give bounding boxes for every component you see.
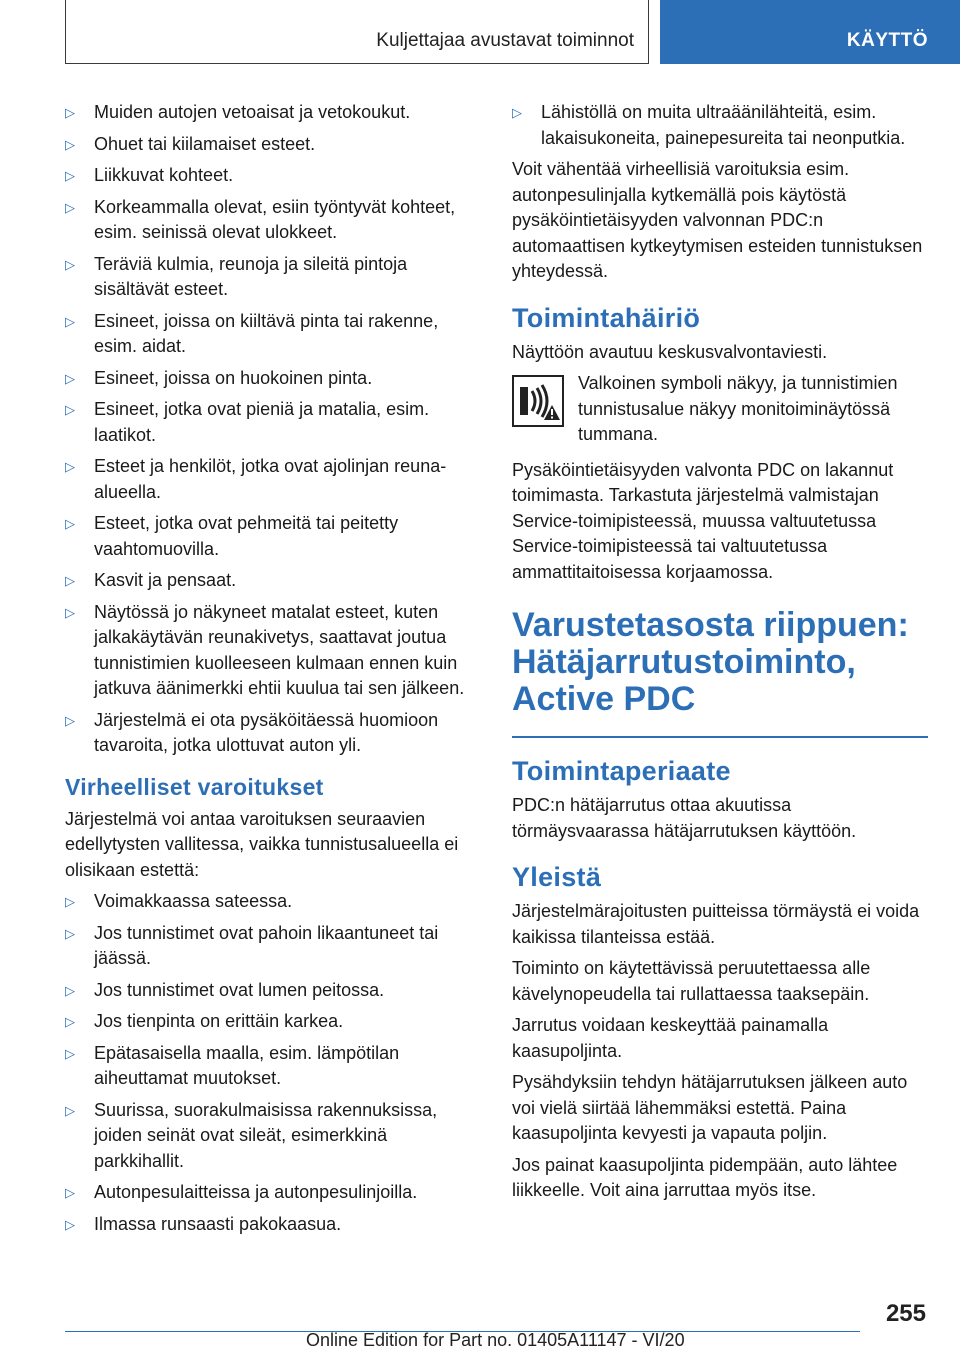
triangle-bullet-icon: ▷: [65, 1045, 75, 1061]
triangle-bullet-icon: ▷: [65, 105, 75, 120]
page-number: 255: [885, 1300, 926, 1327]
general-paragraph: Järjestelmärajoitusten puitteissa törmäystä ei voida kaikissa tilanteissa estää.: [512, 901, 920, 947]
false-warnings-heading: Virheelliset varoitukset: [65, 773, 324, 800]
triangle-bullet-icon: ▷: [65, 459, 75, 474]
list-item: ▷ Muiden autojen vetoaisat ja vetokoukut.: [65, 100, 480, 126]
general-paragraph: Jos painat kaasupoljinta pidempään, auto lähtee liikkeelle. Voit aina jarruttaa myös itse.: [512, 1154, 898, 1200]
list-item: ▷ Ohuet tai kiilamaiset esteet.: [65, 132, 480, 158]
list-item: ▷ Esineet, jotka ovat pieniä ja matalia, esim. laatikot.: [65, 399, 430, 445]
general-paragraph: Toiminto on käytettävissä peruutettaessa alle kävelynopeudella tai rullattaessa taaksepäin.: [512, 958, 871, 1004]
malfunction-heading: Toimintahäiriö: [512, 302, 701, 333]
list-item: ▷ Esteet, jotka ovat pehmeitä tai peitetty vaahtomuovilla.: [65, 513, 399, 559]
triangle-bullet-icon: ▷: [65, 256, 75, 272]
general-paragraph: Pysähdyksiin tehdyn hätäjarrutuksen jälkeen auto voi vielä siirtää lähemmäksi estettä. Paina kaasupoljinta kevyesti ja vapauta poljin.: [512, 1072, 908, 1143]
triangle-bullet-icon: ▷: [65, 604, 75, 620]
triangle-bullet-icon: ▷: [65, 136, 75, 152]
chapter-title: Kuljettajaa avustavat toiminnot: [376, 30, 634, 51]
principle-heading: Toimintaperiaate: [512, 756, 731, 786]
malfunction-intro: Näyttöön avautuu keskusvalvontaviesti.: [512, 341, 828, 362]
triangle-bullet-icon: ▷: [65, 516, 75, 531]
list-item: ▷ Esineet, joissa on huokoinen pinta.: [65, 366, 480, 392]
triangle-bullet-icon: ▷: [65, 982, 75, 998]
general-paragraph: Jarrutus voidaan keskeyttää painamalla kaasupoljinta.: [512, 1015, 829, 1061]
triangle-bullet-icon: ▷: [65, 894, 75, 909]
false-warnings-list: [65, 889, 480, 1237]
triangle-bullet-icon: ▷: [65, 199, 75, 215]
triangle-bullet-icon: ▷: [512, 105, 522, 120]
list-item: ▷ Esineet, joissa on kiiltävä pinta tai rakenne, esim. aidat.: [65, 310, 439, 356]
list-item: ▷ Esteet ja henkilöt, jotka ovat ajolinjan reuna-alueella.: [65, 456, 447, 502]
list-item: ▷ Korkeammalla olevat, esiin työntyvät kohteet, esim. seinissä olevat ulokkeet.: [65, 196, 456, 242]
triangle-bullet-icon: ▷: [65, 712, 75, 728]
footer-edition: Online Edition for Part no. 01405A11147 - VI/20: [306, 1330, 685, 1350]
list-item: ▷ Järjestelmä ei ota pysäköitäessä huomioon tavaroita, jotka ulottuvat auton yli.: [65, 709, 439, 755]
triangle-bullet-icon: ▷: [65, 925, 75, 941]
principle-body: PDC:n hätäjarrutus ottaa akuutissa törmäysvaarassa hätäjarrutuksen käyttöön.: [512, 795, 857, 841]
triangle-bullet-icon: ▷: [65, 1216, 75, 1232]
list-item: ▷ Lähistöllä on muita ultraäänilähteitä, esim. lakaisukoneita, painepesureita tai neonputkia.: [512, 102, 906, 148]
symbol-row: [512, 371, 928, 448]
triangle-bullet-icon: ▷: [65, 402, 75, 417]
general-heading: Yleistä: [512, 862, 602, 892]
false-warnings-intro: Järjestelmä voi antaa varoituksen seuraavien edellytysten vallitessa, vaikka tunnistusalueella ei olisikaan estettä:: [65, 808, 459, 880]
heading-divider: [512, 736, 928, 738]
list-item: ▷ Jos tunnistimet ovat lumen peitossa.: [65, 978, 480, 1004]
list-item: ▷ Autonpesulaitteissa ja autonpesulinjoilla.: [65, 1180, 480, 1206]
pdc-sensor-warning-icon: [512, 375, 564, 427]
list-item: ▷ Kasvit ja pensaat.: [65, 568, 480, 594]
triangle-bullet-icon: ▷: [65, 1185, 75, 1200]
list-item: ▷ Jos tunnistimet ovat pahoin likaantuneet tai jäässä.: [65, 922, 439, 968]
left-column: [65, 100, 480, 1243]
triangle-bullet-icon: ▷: [65, 1014, 75, 1029]
section-tab-label: KÄYTTÖ: [846, 30, 928, 51]
section-heading: Varustetasosta riippuen: Hätäjarrutustoiminto, Active PDC: [512, 606, 909, 718]
list-item: ▷ Suurissa, suorakulmaisissa rakennuksissa, joiden seinät ovat sileät, esimerkkinä parkkihallit.: [65, 1099, 438, 1171]
list-item: ▷ Voimakkaassa sateessa.: [65, 889, 480, 915]
symbol-description: Valkoinen symboli näkyy, ja tunnistimien tunnistusalue näkyy monitoiminäytössä tummana.: [578, 373, 898, 444]
list-item: ▷ Ilmassa runsaasti pakokaasua.: [65, 1212, 480, 1238]
triangle-bullet-icon: ▷: [65, 370, 75, 386]
malfunction-body: Pysäköintietäisyyden valvonta PDC on lakannut toimimasta. Tarkastuta järjestelmä valmistajan Service-toimipisteessä, muussa valtuutetussa Service-toimipisteessä tai valtuutetussa ammattitaitoisessa korjaamossa.: [512, 459, 894, 582]
triangle-bullet-icon: ▷: [65, 573, 75, 588]
list-item: ▷ Jos tienpinta on erittäin karkea.: [65, 1009, 480, 1035]
right-column: [512, 100, 928, 1210]
triangle-bullet-icon: ▷: [65, 168, 75, 183]
limitations-list: [65, 100, 480, 759]
reduce-warnings-text: Voit vähentää virheellisiä varoituksia esim. autonpesulinjalla kytkemällä pois käytöstä pysäköintietäisyyden valvonnan PDC:n automaattisen kytkeytymisen esteiden tunnistuksen yhteydessä.: [512, 159, 923, 281]
list-item: ▷ Epätasaisella maalla, esim. lämpötilan aiheuttamat muutokset.: [65, 1042, 400, 1088]
ultrasound-list: [512, 100, 928, 151]
header-frame: [65, 0, 649, 64]
triangle-bullet-icon: ▷: [65, 1102, 75, 1118]
section-tab[interactable]: [660, 0, 960, 64]
triangle-bullet-icon: ▷: [65, 313, 75, 329]
list-item: ▷ Näytössä jo näkyneet matalat esteet, kuten jalkakäytävän reunakivetys, saattavat joutua tunnistimien kuolleeseen kulmaan ennen kuin jatkuva äänimerkki ehtii kuulua tai sen jälkeen.: [65, 601, 465, 698]
list-item: ▷ Teräviä kulmia, reunoja ja sileitä pintoja sisältävät esteet.: [65, 253, 408, 299]
list-item: ▷ Liikkuvat kohteet.: [65, 163, 480, 189]
